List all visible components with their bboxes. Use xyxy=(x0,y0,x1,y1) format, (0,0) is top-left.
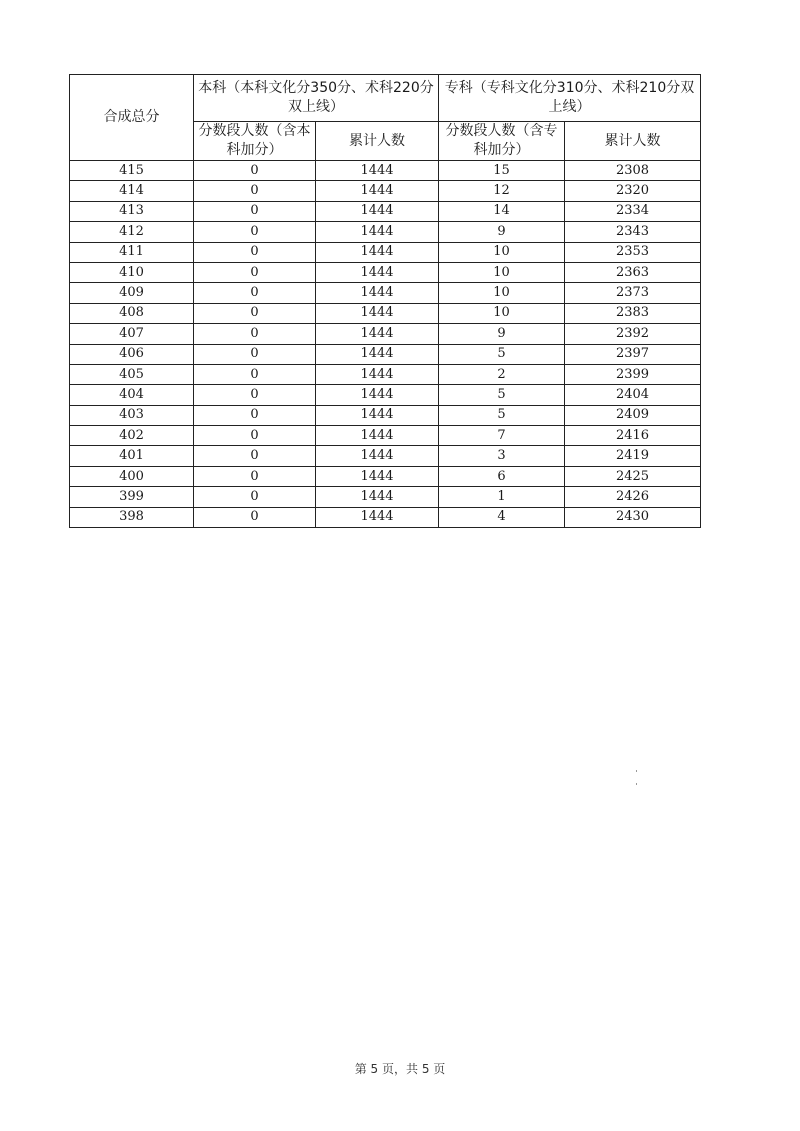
cell-undergrad-segment: 0 xyxy=(194,181,316,201)
cell-undergrad-cumulative: 1444 xyxy=(316,242,439,262)
cell-college-cumulative: 2392 xyxy=(565,324,701,344)
table-header-row-1 xyxy=(70,75,701,122)
cell-total-score: 415 xyxy=(70,161,194,181)
table-row xyxy=(70,201,701,221)
cell-college-segment: 5 xyxy=(439,405,565,425)
cell-college-cumulative: 2334 xyxy=(565,201,701,221)
table-row xyxy=(70,466,701,486)
cell-undergrad-cumulative: 1444 xyxy=(316,487,439,507)
table-row xyxy=(70,161,701,181)
cell-total-score: 406 xyxy=(70,344,194,364)
table-body xyxy=(70,161,701,528)
cell-undergrad-segment: 0 xyxy=(194,344,316,364)
header-college-group: 专科（专科文化分310分、术科210分双上线） xyxy=(439,75,701,122)
cell-college-segment: 10 xyxy=(439,242,565,262)
header-total-score: 合成总分 xyxy=(70,75,194,161)
cell-undergrad-segment: 0 xyxy=(194,487,316,507)
cell-total-score: 404 xyxy=(70,385,194,405)
cell-college-segment: 2 xyxy=(439,364,565,384)
table-row xyxy=(70,181,701,201)
cell-undergrad-cumulative: 1444 xyxy=(316,222,439,242)
cell-undergrad-segment: 0 xyxy=(194,364,316,384)
cell-college-segment: 9 xyxy=(439,324,565,344)
table-row xyxy=(70,262,701,282)
table-row xyxy=(70,426,701,446)
cell-college-segment: 15 xyxy=(439,161,565,181)
cell-undergrad-cumulative: 1444 xyxy=(316,201,439,221)
table-row xyxy=(70,303,701,323)
cell-undergrad-cumulative: 1444 xyxy=(316,303,439,323)
cell-undergrad-cumulative: 1444 xyxy=(316,405,439,425)
cell-college-cumulative: 2419 xyxy=(565,446,701,466)
cell-undergrad-segment: 0 xyxy=(194,466,316,486)
cell-undergrad-cumulative: 1444 xyxy=(316,446,439,466)
table-row xyxy=(70,222,701,242)
cell-college-segment: 9 xyxy=(439,222,565,242)
cell-college-segment: 7 xyxy=(439,426,565,446)
cell-total-score: 403 xyxy=(70,405,194,425)
cell-undergrad-segment: 0 xyxy=(194,405,316,425)
cell-undergrad-segment: 0 xyxy=(194,324,316,344)
cell-college-cumulative: 2416 xyxy=(565,426,701,446)
cell-undergrad-cumulative: 1444 xyxy=(316,262,439,282)
cell-college-segment: 5 xyxy=(439,385,565,405)
cell-college-segment: 5 xyxy=(439,344,565,364)
table-row xyxy=(70,324,701,344)
cell-college-cumulative: 2373 xyxy=(565,283,701,303)
cell-undergrad-cumulative: 1444 xyxy=(316,385,439,405)
table-row xyxy=(70,446,701,466)
cell-college-cumulative: 2353 xyxy=(565,242,701,262)
cell-undergrad-segment: 0 xyxy=(194,426,316,446)
table-row xyxy=(70,283,701,303)
header-college-cumulative: 累计人数 xyxy=(565,122,701,161)
cell-college-cumulative: 2430 xyxy=(565,507,701,527)
cell-undergrad-cumulative: 1444 xyxy=(316,161,439,181)
cell-college-segment: 3 xyxy=(439,446,565,466)
cell-undergrad-cumulative: 1444 xyxy=(316,426,439,446)
cell-total-score: 400 xyxy=(70,466,194,486)
cell-undergrad-segment: 0 xyxy=(194,262,316,282)
cell-college-segment: 10 xyxy=(439,303,565,323)
cell-total-score: 410 xyxy=(70,262,194,282)
cell-undergrad-segment: 0 xyxy=(194,303,316,323)
cell-total-score: 398 xyxy=(70,507,194,527)
cell-college-cumulative: 2425 xyxy=(565,466,701,486)
cell-total-score: 401 xyxy=(70,446,194,466)
cell-total-score: 402 xyxy=(70,426,194,446)
cell-undergrad-cumulative: 1444 xyxy=(316,507,439,527)
table-row xyxy=(70,364,701,384)
cell-undergrad-segment: 0 xyxy=(194,283,316,303)
table-row xyxy=(70,385,701,405)
cell-total-score: 409 xyxy=(70,283,194,303)
page-indicator: 第 5 页，共 5 页 xyxy=(354,1062,446,1076)
table-row xyxy=(70,487,701,507)
cell-undergrad-segment: 0 xyxy=(194,242,316,262)
cell-college-segment: 10 xyxy=(439,283,565,303)
cell-total-score: 413 xyxy=(70,201,194,221)
header-college-segment: 分数段人数（含专科加分） xyxy=(439,122,565,161)
score-distribution-table xyxy=(69,74,701,528)
cell-undergrad-segment: 0 xyxy=(194,161,316,181)
cell-undergrad-segment: 0 xyxy=(194,385,316,405)
cell-college-cumulative: 2404 xyxy=(565,385,701,405)
cell-college-cumulative: 2363 xyxy=(565,262,701,282)
cell-total-score: 408 xyxy=(70,303,194,323)
cell-college-cumulative: 2399 xyxy=(565,364,701,384)
cell-total-score: 407 xyxy=(70,324,194,344)
cell-undergrad-segment: 0 xyxy=(194,201,316,221)
cell-college-segment: 14 xyxy=(439,201,565,221)
cell-college-cumulative: 2383 xyxy=(565,303,701,323)
cell-undergrad-cumulative: 1444 xyxy=(316,324,439,344)
table-row xyxy=(70,507,701,527)
cell-college-segment: 12 xyxy=(439,181,565,201)
cell-undergrad-cumulative: 1444 xyxy=(316,466,439,486)
cell-total-score: 414 xyxy=(70,181,194,201)
cell-undergrad-segment: 0 xyxy=(194,446,316,466)
cell-college-cumulative: 2397 xyxy=(565,344,701,364)
cell-undergrad-cumulative: 1444 xyxy=(316,283,439,303)
table-row xyxy=(70,242,701,262)
table-row xyxy=(70,344,701,364)
scan-speck xyxy=(636,783,637,785)
cell-undergrad-segment: 0 xyxy=(194,222,316,242)
header-undergrad-segment: 分数段人数（含本科加分） xyxy=(194,122,316,161)
cell-total-score: 399 xyxy=(70,487,194,507)
cell-college-cumulative: 2320 xyxy=(565,181,701,201)
cell-college-cumulative: 2426 xyxy=(565,487,701,507)
cell-college-cumulative: 2409 xyxy=(565,405,701,425)
header-undergrad-cumulative: 累计人数 xyxy=(316,122,439,161)
cell-undergrad-cumulative: 1444 xyxy=(316,344,439,364)
cell-total-score: 411 xyxy=(70,242,194,262)
cell-undergrad-cumulative: 1444 xyxy=(316,364,439,384)
cell-college-segment: 1 xyxy=(439,487,565,507)
cell-college-cumulative: 2343 xyxy=(565,222,701,242)
cell-total-score: 412 xyxy=(70,222,194,242)
scan-speck xyxy=(636,770,637,772)
cell-undergrad-segment: 0 xyxy=(194,507,316,527)
cell-college-segment: 4 xyxy=(439,507,565,527)
header-undergrad-group: 本科（本科文化分350分、术科220分双上线） xyxy=(194,75,439,122)
cell-total-score: 405 xyxy=(70,364,194,384)
cell-college-cumulative: 2308 xyxy=(565,161,701,181)
cell-college-segment: 6 xyxy=(439,466,565,486)
cell-college-segment: 10 xyxy=(439,262,565,282)
cell-undergrad-cumulative: 1444 xyxy=(316,181,439,201)
table-row xyxy=(70,405,701,425)
